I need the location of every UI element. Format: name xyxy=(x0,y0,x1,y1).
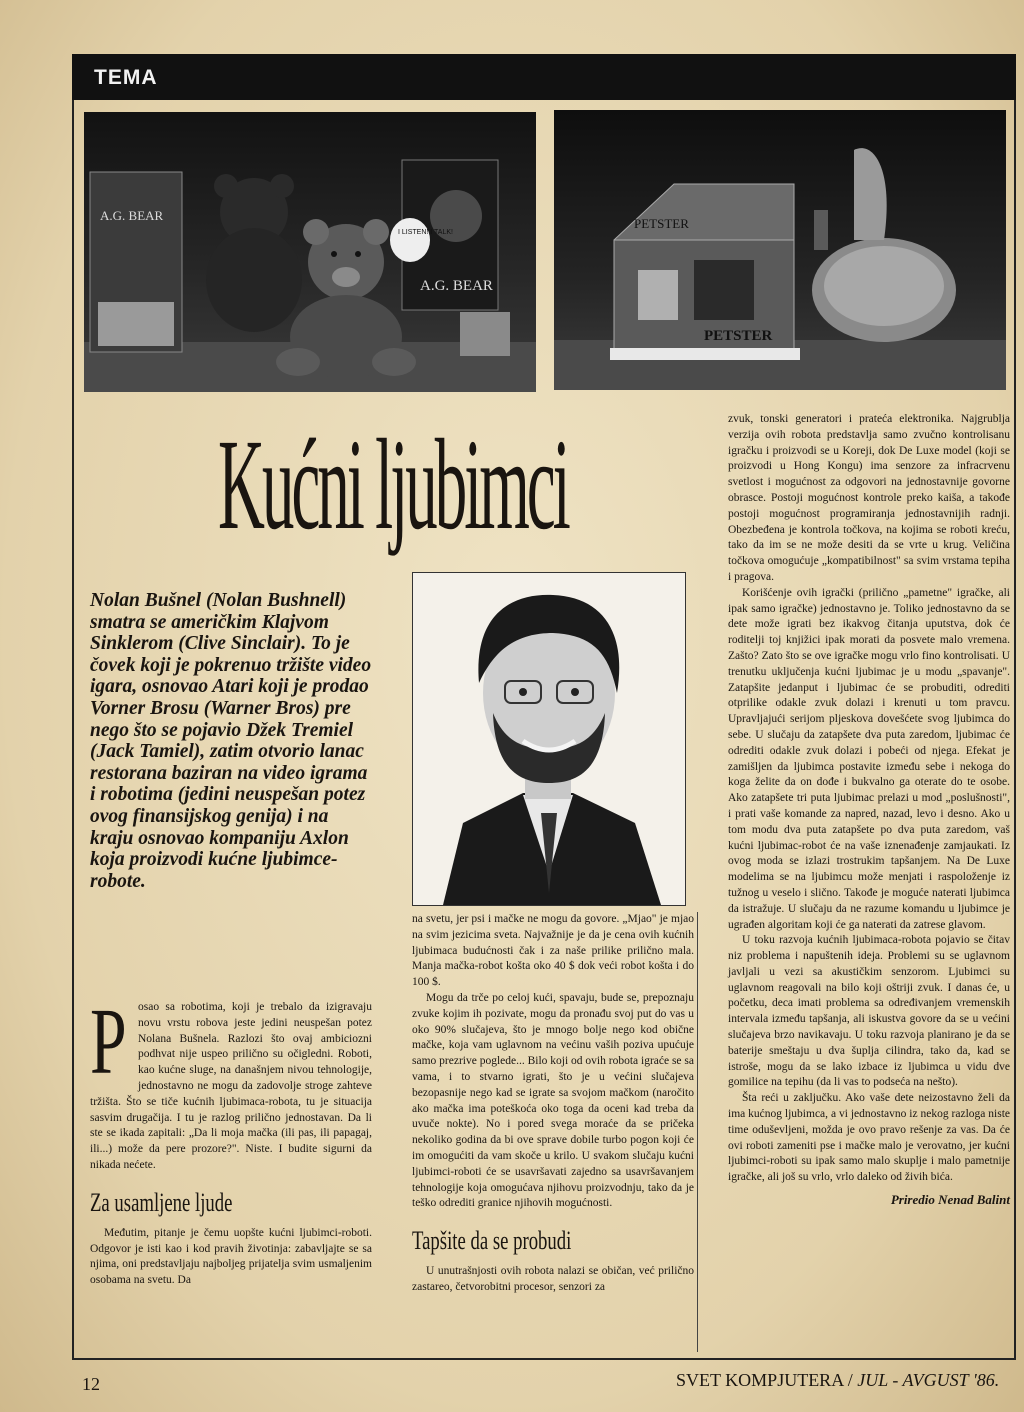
box-label-left: A.G. BEAR xyxy=(100,208,164,223)
section-header-bar xyxy=(72,54,1016,100)
column-divider xyxy=(697,912,698,1352)
col2-paragraph-3: U unutrašnjosti ovih robota nalazi se običan, već prilično zastareo, četvorobitni procesor, senzori za xyxy=(412,1265,694,1293)
portrait-photo xyxy=(412,572,686,906)
teddy-bears-illustration xyxy=(84,112,536,392)
col2-paragraph-2: Mogu da trče po celoj kući, spavaju, bude se, prepoznaju zvuke kojim ih pozivate, mogu da pronađu svoj put do vas u oko 90% slučajeva, što je mnogo bolje nego kod obične mačke, koja vam uglavnom na većinu vaših poziva upućuje samo prezrive poglede... Bilo koji od ovih robota igraće se sa vama, i to stvarno igrati, što je u većini slučajeva bezopasnije nego kad se igrate sa svojom mačkom (naročito ako mačka ima poteškoća oko toga da oceni kad treba da uvuče nokte). No i pored svega moraće da se pričeka nekoliko godina da bi ove sprave dobile turbo pogon koji će im omogućiti da vam skoče u krilo. U svakom slučaju kućni ljubimci-roboti će se usavršavati zajedno sa usavršavanjem tehnologije koja omogućava njihovu proizvodnju, tako da je teško odrediti granice njihovih mogućnosti. xyxy=(412,991,694,1210)
col3-paragraph-4: Šta reći u zaključku. Ako vaše dete neizostavno želi da ima kućnog ljubimca, a vi jednostavno iz nekog razloga niste time oduševljeni, možda je ovo pravo rešenje za vas. Da će ovi roboti zameniti pse i mačke malo je verovatno, jer kućni ljubimci-roboti su ipak samo malo skuplje i malo pametnije igračke, ali još su vrlo, vrlo daleko od živih bića. xyxy=(728,1092,1010,1184)
petster-label: PETSTER xyxy=(704,328,773,344)
magazine-name: SVET KOMPJUTERA xyxy=(676,1370,844,1390)
col1-paragraph-2: Međutim, pitanje je čemu uopšte kućni ljubimci-roboti. Odgovor je isti kao i kod pravih životinja: zabavljajte se sa njima, oni predstavljaju najboljeg prijatelja svim usmaljenim osobama na svetu. Da xyxy=(90,1226,372,1287)
petster-illustration xyxy=(554,110,1006,390)
article-column-3 xyxy=(728,412,1010,1208)
article-lede: Nolan Bušnel (Nolan Bushnell) smatra se američkim Klajvom Sinklerom (Clive Sinclair). To je čovek koji je pokrenuo tržište video igara, osnovao Atari koji je prodao Vorner Brosu (Warner Bros) pre nego što se pojavio Džek Tremiel (Jack Tamiel), zatim otvorio lanac restorana baziran na video igrama i robotima (jedini neuspešan potez ovog finansijskog genija) i na kraju osnovao kompaniju Axlon koja proizvodi kućne ljubimce-robote. xyxy=(90,590,372,892)
box-label-right: A.G. BEAR xyxy=(420,278,493,294)
issue-date: JUL - AVGUST '86. xyxy=(857,1370,1000,1390)
article-headline: Kućni ljubimci xyxy=(218,413,568,557)
article-column-2 xyxy=(412,912,694,1296)
petster-roof-label: PETSTER xyxy=(634,216,689,231)
col3-paragraph-3: U toku razvoja kućnih ljubimaca-robota pojavio se čitav niz problema i napuštenih ideja. Problemi su se uglavnom javljali u vezi sa akustičkim senzorom. Ljubimci su uglavnom reagovali na bilo koji oštriji zvuk. I danas će, u početku, deca imati problema sa određivanjem vremenskih intervala između tapšanja, ali iskustva govore da se u većini slučajeva brzo navikavaju. U toku razvoja planirano je da se baterije smeštaju u dva šuplja cilindra, tako da, kad se istroše, mogu da se lako izbace iz ljubimca u vidu dve gomilice na tepihu (da li vas to podseća na nešto). xyxy=(728,934,1010,1089)
magazine-footer xyxy=(676,1370,999,1391)
col3-paragraph-2: Korišćenje ovih igrački (prilično „pametne" igračke, ali ipak samo igračke) jednostavno je. Toliko jednostavno da se dete može igrati bez ikakvog čitanja uputstva, dok će roditelji toj knjižici ipak morati da posvete malo vremena. Zašto? Zato što se ove igračke mogu vrlo fino kontrolisati. U trenutku uključenja kućni ljubimac je u modu „spavanje". Zatapšite jedanput i ljubimac će se probuditi, odrediti otprilike odakle zvuk dolazi i krenuti u tom pravcu. Upravljajući serijom pljeskova dovešćete svog ljubimca do sebe. U slučaju da zatapšete dva puta zaredom, ljubimac će odrediti odakle zvuk dolazi i pobeći od njega. Efekat je zamišljen da ljubimca postavite između sebe i nekoga do koga želite da on dođe i bukvalno ga oterate do te osobe. Ako zatapšete tri puta ljubimac prelazi u mod „poslušnosti", i prati vaše komande za napred, nazad, levo i desno. Ako u tom modu dva puta zatapšete po dva puta zaredom, vaš kućni ljubimac-robot će na vaše iznenađenje zamjaukati. Iz ovog moda se izlazi trostrukim tapšanjem. Na De Luxe modelima se na ljubimcu može menjati i raspoloženje iz tužnog u veselo i slično. Takođe je moguće naterati ljubimca da istražuje. U slučaju da ne razume komandu u ljubimce je ugrađen algoritam koji će ga naterati da zatrese glavom. xyxy=(728,586,1010,931)
section-label: TEMA xyxy=(94,66,158,89)
col1-paragraph-1: osao sa robotima, koji je trebalo da izigravaju novu vrstu robova jeste jedini neuspešan potez Nolana Bušnela. Razlozi što ovaj ambiciozni podhvat nije uspeo prilično su očigledni. Roboti, kao kućne sluge, na današnjem nivou tehnologije, jednostavno ne mogu da zadovolje stroge zahteve tržišta. Što se tiče kućnih ljubimaca-robota, tu je situacija sasvim drugačija. I tu je razlog prilično jednostavan. Da li ste se ikada zapitali: „Da li moja mačka (ili pas, ili papagaj, ili...) može da pere prozore?". Niste. I budite sigurni da nikada nećete. xyxy=(90,1001,372,1171)
page-number: 12 xyxy=(82,1374,100,1394)
footer-separator: / xyxy=(847,1370,853,1390)
col2-paragraph-1: na svetu, jer psi i mačke ne mogu da govore. „Mjao" je mjao na svim jezicima sveta. Najvažnije je da je cena ovih kućnih ljubimaca budućnosti čak i za naše prilike prilično mala. Manja mačka-robot košta oko 40 $ dok veći robot košta i do 100 $. xyxy=(412,913,694,989)
article-column-1 xyxy=(90,990,372,1289)
man-portrait-illustration xyxy=(413,573,685,905)
subheading-clap-to-wake: Tapšite da se probudi xyxy=(412,1226,572,1256)
speech-bubble: I LISTEN! I TALK! xyxy=(398,229,453,236)
col3-paragraph-1: zvuk, tonski generatori i prateća elektronika. Najgrublja verzija ovih robota predstavlja samo zvučno kontrolisanu igračku i proizvodi se u Koreji, dok De Luxe model (koji se proizvodi u Hong Kongu) ima senzore za infracrvenu svetlost i mogućnost za odgovori na jednostavnije govorne obrasce. Postoji mogućnost kontrole preko kaiša, a takođe postoji mogućnost programiranja jednostavnijih radnji. Obezbeđena je kontrola točkova, na kojima se roboti kreću, tako da im se ne može desiti da se vrte u krug. Veličina točkova omogućuje „kompatibilnost" sa svim vrstama tepiha i pragova. xyxy=(728,413,1010,583)
subheading-lonely-people: Za usamljene ljude xyxy=(90,1187,233,1217)
photo-petster xyxy=(554,110,1006,390)
drop-cap: P xyxy=(90,990,127,1094)
byline: Priredio Nenad Balint xyxy=(890,1192,1010,1208)
photo-teddy-bears xyxy=(84,112,536,392)
